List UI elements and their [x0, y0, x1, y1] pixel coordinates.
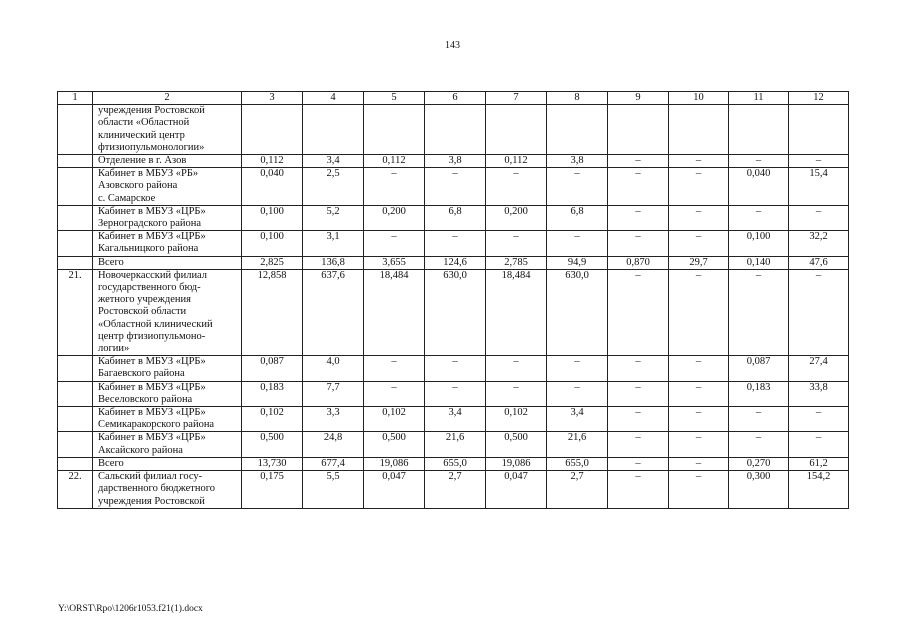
value-cell: 7,7	[303, 381, 364, 406]
name-line: фтизиопульмонологии»	[98, 141, 205, 153]
value-cell: 5,5	[303, 471, 364, 509]
column-header: 11	[729, 92, 789, 105]
value-cell: 0,040	[242, 168, 303, 206]
value-cell: 0,047	[486, 471, 547, 509]
value-cell: –	[789, 432, 849, 457]
value-cell: 18,484	[364, 269, 425, 355]
name-line: Зерноградского района	[98, 218, 202, 230]
name-line: Аксайского района	[98, 444, 183, 456]
name-line: Кабинет в МБУЗ «ЦРБ»	[98, 356, 206, 368]
value-cell: 2,7	[425, 471, 486, 509]
value-cell: 0,102	[364, 407, 425, 432]
value-cell: –	[608, 356, 669, 381]
row-number-cell	[58, 356, 93, 381]
value-cell: 0,112	[486, 155, 547, 168]
row-number-cell: 21.	[58, 269, 93, 355]
value-cell: 12,858	[242, 269, 303, 355]
value-cell: –	[669, 269, 729, 355]
value-cell: –	[669, 407, 729, 432]
value-cell: 637,6	[303, 269, 364, 355]
column-header: 3	[242, 92, 303, 105]
value-cell: 136,8	[303, 256, 364, 269]
value-cell: –	[789, 155, 849, 168]
value-cell: 124,6	[425, 256, 486, 269]
table-row	[58, 256, 849, 269]
value-cell: –	[669, 205, 729, 230]
table-row	[58, 269, 849, 355]
value-cell: –	[608, 457, 669, 470]
value-cell: 0,040	[729, 168, 789, 206]
value-cell	[547, 105, 608, 155]
value-cell: –	[364, 381, 425, 406]
value-cell: 0,087	[242, 356, 303, 381]
value-cell: –	[486, 231, 547, 256]
institution-name-cell	[93, 155, 242, 168]
value-cell: –	[608, 205, 669, 230]
name-line: Кабинет в МБУЗ «ЦРБ»	[98, 407, 206, 419]
value-cell: –	[729, 155, 789, 168]
value-cell: 21,6	[425, 432, 486, 457]
table-body	[58, 92, 849, 509]
name-line: с. Самарское	[98, 192, 156, 204]
value-cell: –	[608, 231, 669, 256]
row-number-cell	[58, 155, 93, 168]
name-line: Семикаракорского района	[98, 419, 215, 431]
table-row	[58, 205, 849, 230]
value-cell: –	[608, 407, 669, 432]
institution-name-cell	[93, 168, 242, 206]
name-line: Веселовского района	[98, 393, 193, 405]
row-number-cell	[58, 381, 93, 406]
name-line: центр фтизиопульмоно-	[98, 330, 206, 342]
table-row	[58, 105, 849, 155]
value-cell: –	[729, 205, 789, 230]
value-cell: 3,3	[303, 407, 364, 432]
name-line: Новочеркасский филиал	[98, 269, 208, 281]
value-cell: 27,4	[789, 356, 849, 381]
institution-name-cell	[93, 356, 242, 381]
value-cell: 630,0	[425, 269, 486, 355]
name-line: Отделение в г. Азов	[98, 155, 187, 167]
name-line: логии»	[98, 343, 130, 355]
value-cell: 3,8	[547, 155, 608, 168]
value-cell	[425, 105, 486, 155]
row-number-cell	[58, 457, 93, 470]
name-line: государственного бюд-	[98, 282, 201, 294]
footer-file-path: Y:\ORST\Rpo\1206r1053.f21(1).docx	[58, 604, 203, 614]
value-cell: 0,870	[608, 256, 669, 269]
value-cell: 2,5	[303, 168, 364, 206]
column-header: 2	[93, 92, 242, 105]
value-cell: –	[669, 168, 729, 206]
value-cell: 0,112	[364, 155, 425, 168]
name-line: Багаевского района	[98, 368, 185, 380]
value-cell: 32,2	[789, 231, 849, 256]
value-cell: 0,102	[486, 407, 547, 432]
column-header: 6	[425, 92, 486, 105]
name-line: Всего	[98, 256, 124, 268]
table-header-row	[58, 92, 849, 105]
value-cell: 0,175	[242, 471, 303, 509]
name-line: дарственного бюджетного	[98, 483, 215, 495]
column-header: 7	[486, 92, 547, 105]
page-number: 143	[445, 40, 460, 51]
row-number-cell	[58, 205, 93, 230]
value-cell: –	[425, 168, 486, 206]
value-cell: –	[669, 457, 729, 470]
column-header: 1	[58, 92, 93, 105]
value-cell: 0,047	[364, 471, 425, 509]
value-cell: 18,484	[486, 269, 547, 355]
value-cell	[729, 105, 789, 155]
value-cell: 3,4	[425, 407, 486, 432]
value-cell: 29,7	[669, 256, 729, 269]
value-cell: 3,4	[547, 407, 608, 432]
value-cell: –	[789, 205, 849, 230]
value-cell: –	[608, 269, 669, 355]
value-cell: –	[425, 381, 486, 406]
value-cell: –	[486, 168, 547, 206]
row-number-cell	[58, 168, 93, 206]
value-cell: –	[729, 407, 789, 432]
name-line: учреждения Ростовской	[98, 105, 205, 117]
value-cell: 61,2	[789, 457, 849, 470]
value-cell: 655,0	[547, 457, 608, 470]
name-line: «Областной клинический	[98, 318, 213, 330]
row-number-cell	[58, 256, 93, 269]
value-cell: 3,8	[425, 155, 486, 168]
value-cell: –	[789, 407, 849, 432]
value-cell: 655,0	[425, 457, 486, 470]
value-cell: 677,4	[303, 457, 364, 470]
value-cell: 21,6	[547, 432, 608, 457]
value-cell: –	[669, 356, 729, 381]
table-row	[58, 356, 849, 381]
value-cell: –	[486, 356, 547, 381]
name-line: Азовского района	[98, 180, 178, 192]
value-cell: –	[547, 168, 608, 206]
value-cell: –	[608, 168, 669, 206]
value-cell: 0,100	[242, 231, 303, 256]
value-cell: 3,655	[364, 256, 425, 269]
value-cell: 13,730	[242, 457, 303, 470]
value-cell	[669, 105, 729, 155]
value-cell: 19,086	[364, 457, 425, 470]
table-row	[58, 432, 849, 457]
table-row	[58, 155, 849, 168]
value-cell: 47,6	[789, 256, 849, 269]
value-cell: 0,200	[486, 205, 547, 230]
value-cell: –	[608, 432, 669, 457]
value-cell: 0,112	[242, 155, 303, 168]
value-cell: 0,087	[729, 356, 789, 381]
row-number-cell: 22.	[58, 471, 93, 509]
column-header: 10	[669, 92, 729, 105]
value-cell: 5,2	[303, 205, 364, 230]
value-cell: 0,100	[242, 205, 303, 230]
name-line: Всего	[98, 457, 124, 469]
institution-name-cell	[93, 205, 242, 230]
table-row	[58, 457, 849, 470]
value-cell: 19,086	[486, 457, 547, 470]
column-header: 4	[303, 92, 364, 105]
table-row	[58, 471, 849, 509]
column-header: 5	[364, 92, 425, 105]
row-number-cell	[58, 231, 93, 256]
institution-name-cell	[93, 105, 242, 155]
value-cell: 94,9	[547, 256, 608, 269]
column-header: 9	[608, 92, 669, 105]
value-cell: 4,0	[303, 356, 364, 381]
value-cell: 3,4	[303, 155, 364, 168]
value-cell: 0,200	[364, 205, 425, 230]
table-row	[58, 381, 849, 406]
institution-name-cell	[93, 381, 242, 406]
name-line: Кагальницкого района	[98, 243, 199, 255]
name-line: учреждения Ростовской	[98, 495, 205, 507]
value-cell	[303, 105, 364, 155]
value-cell	[608, 105, 669, 155]
institution-name-cell	[93, 407, 242, 432]
value-cell: –	[789, 269, 849, 355]
value-cell: 0,500	[242, 432, 303, 457]
value-cell: 15,4	[789, 168, 849, 206]
value-cell: –	[608, 381, 669, 406]
value-cell	[242, 105, 303, 155]
name-line: Ростовской области	[98, 306, 187, 318]
table-row	[58, 168, 849, 206]
value-cell: 24,8	[303, 432, 364, 457]
name-line: клинический центр	[98, 129, 185, 141]
value-cell: –	[547, 356, 608, 381]
table-row	[58, 407, 849, 432]
name-line: области «Областной	[98, 117, 190, 129]
name-line: Сальский филиал госу-	[98, 471, 203, 483]
value-cell: –	[669, 381, 729, 406]
value-cell: –	[486, 381, 547, 406]
value-cell: –	[669, 155, 729, 168]
value-cell: 0,140	[729, 256, 789, 269]
value-cell: 630,0	[547, 269, 608, 355]
institution-name-cell	[93, 256, 242, 269]
value-cell: –	[669, 231, 729, 256]
name-line: жетного учреждения	[98, 294, 191, 306]
institution-name-cell	[93, 432, 242, 457]
value-cell: –	[364, 356, 425, 381]
value-cell: –	[669, 432, 729, 457]
value-cell: –	[547, 231, 608, 256]
name-line: Кабинет в МБУЗ «РБ»	[98, 168, 199, 180]
value-cell: 2,7	[547, 471, 608, 509]
data-table	[57, 91, 849, 509]
value-cell: 2,825	[242, 256, 303, 269]
value-cell: –	[547, 381, 608, 406]
value-cell: 6,8	[425, 205, 486, 230]
column-header: 12	[789, 92, 849, 105]
name-line: Кабинет в МБУЗ «ЦРБ»	[98, 205, 206, 217]
value-cell: 2,785	[486, 256, 547, 269]
value-cell: –	[669, 471, 729, 509]
value-cell: –	[729, 269, 789, 355]
value-cell: 0,500	[364, 432, 425, 457]
value-cell: 0,183	[729, 381, 789, 406]
institution-name-cell	[93, 457, 242, 470]
name-line: Кабинет в МБУЗ «ЦРБ»	[98, 231, 206, 243]
value-cell: 0,100	[729, 231, 789, 256]
value-cell: –	[729, 432, 789, 457]
value-cell: –	[608, 471, 669, 509]
column-header: 8	[547, 92, 608, 105]
row-number-cell	[58, 105, 93, 155]
value-cell: 3,1	[303, 231, 364, 256]
name-line: Кабинет в МБУЗ «ЦРБ»	[98, 432, 206, 444]
institution-name-cell	[93, 231, 242, 256]
value-cell: 33,8	[789, 381, 849, 406]
value-cell: 6,8	[547, 205, 608, 230]
value-cell: 0,183	[242, 381, 303, 406]
value-cell: 0,270	[729, 457, 789, 470]
row-number-cell	[58, 407, 93, 432]
value-cell: –	[425, 231, 486, 256]
value-cell	[789, 105, 849, 155]
value-cell: 0,500	[486, 432, 547, 457]
row-number-cell	[58, 432, 93, 457]
institution-name-cell	[93, 269, 242, 355]
value-cell	[364, 105, 425, 155]
value-cell: –	[364, 168, 425, 206]
value-cell: 0,102	[242, 407, 303, 432]
value-cell: –	[425, 356, 486, 381]
name-line: Кабинет в МБУЗ «ЦРБ»	[98, 381, 206, 393]
value-cell: –	[608, 155, 669, 168]
table-row	[58, 231, 849, 256]
value-cell: –	[364, 231, 425, 256]
value-cell: 0,300	[729, 471, 789, 509]
institution-name-cell	[93, 471, 242, 509]
value-cell	[486, 105, 547, 155]
value-cell: 154,2	[789, 471, 849, 509]
